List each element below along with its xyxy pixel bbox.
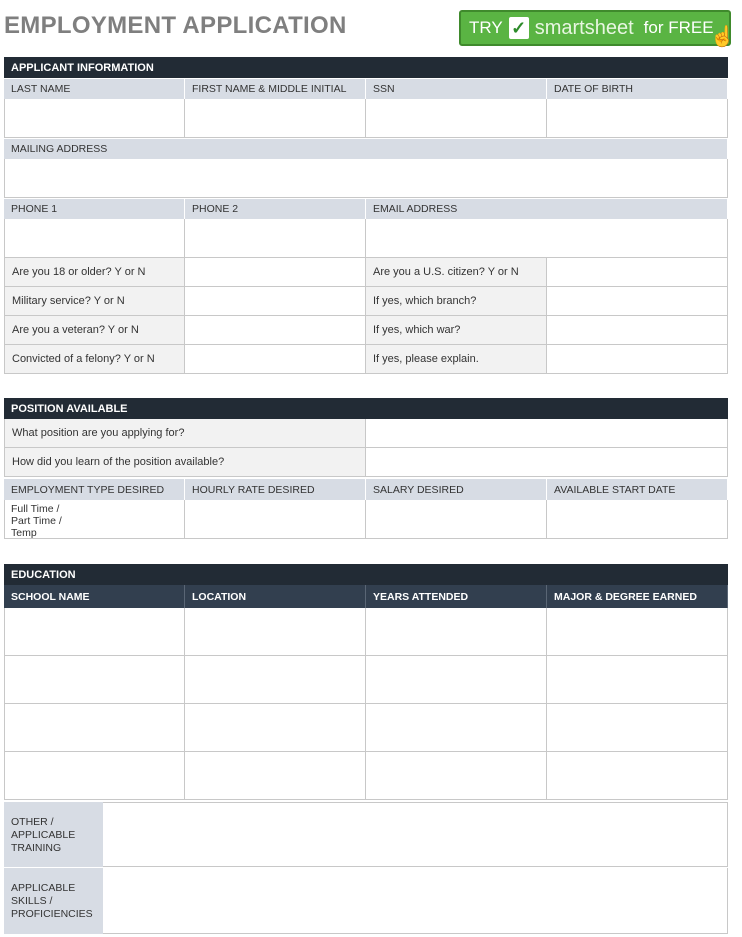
start-date-label: AVAILABLE START DATE — [547, 478, 728, 500]
email-label: EMAIL ADDRESS — [366, 198, 728, 219]
training-label-line1: OTHER / — [11, 816, 54, 828]
cta-brand-label: smartsheet — [534, 16, 634, 39]
try-smartsheet-button[interactable] — [459, 10, 735, 48]
employment-type-field[interactable] — [4, 500, 185, 539]
first-name-field[interactable] — [185, 99, 366, 138]
degree-cell[interactable] — [547, 752, 728, 800]
years-cell[interactable] — [366, 704, 547, 752]
page-title: EMPLOYMENT APPLICATION — [4, 12, 347, 39]
citizen-answer-field[interactable] — [547, 258, 728, 287]
learn-answer-field[interactable] — [366, 448, 728, 477]
type-option-temp: Temp — [11, 527, 37, 539]
hourly-rate-field[interactable] — [185, 500, 366, 539]
last-name-field[interactable] — [4, 99, 185, 138]
location-header: LOCATION — [185, 585, 366, 608]
skills-label-line1: APPLICABLE — [11, 882, 76, 894]
school-name-cell[interactable] — [4, 704, 185, 752]
location-cell[interactable] — [185, 656, 366, 704]
check-icon: ✓ — [509, 17, 529, 39]
pointer-hand-icon: ☝ — [710, 26, 735, 48]
ssn-label: SSN — [366, 78, 547, 99]
salary-field[interactable] — [366, 500, 547, 539]
applicant-section-header: APPLICANT INFORMATION — [4, 57, 728, 78]
training-label-line3: TRAINING — [11, 842, 62, 854]
education-section-header: EDUCATION — [4, 564, 728, 585]
location-cell[interactable] — [185, 608, 366, 656]
email-field[interactable] — [366, 219, 728, 258]
phone2-field[interactable] — [185, 219, 366, 258]
training-label-line2: APPLICABLE — [11, 829, 76, 841]
position-answer-field[interactable] — [366, 419, 728, 448]
ssn-field[interactable] — [366, 99, 547, 138]
age-answer-field[interactable] — [185, 258, 366, 287]
phone2-label: PHONE 2 — [185, 198, 366, 219]
training-label — [4, 802, 103, 867]
school-name-header: SCHOOL NAME — [4, 585, 185, 608]
school-name-cell[interactable] — [4, 656, 185, 704]
military-answer-field[interactable] — [185, 287, 366, 316]
years-cell[interactable] — [366, 752, 547, 800]
school-name-cell[interactable] — [4, 752, 185, 800]
veteran-question: Are you a veteran? Y or N — [4, 316, 185, 345]
mailing-address-field[interactable] — [4, 159, 728, 198]
learn-question: How did you learn of the position available? — [4, 448, 366, 477]
dob-label: DATE OF BIRTH — [547, 78, 728, 99]
cta-try-label: TRY — [469, 18, 503, 37]
position-question: What position are you applying for? — [4, 419, 366, 448]
explain-question: If yes, please explain. — [366, 345, 547, 374]
employment-type-label: EMPLOYMENT TYPE DESIRED — [4, 478, 185, 500]
citizen-question: Are you a U.S. citizen? Y or N — [366, 258, 547, 287]
skills-label — [4, 868, 103, 934]
location-cell[interactable] — [185, 752, 366, 800]
age-question: Are you 18 or older? Y or N — [4, 258, 185, 287]
training-field[interactable] — [103, 802, 728, 867]
salary-label: SALARY DESIRED — [366, 478, 547, 500]
type-option-parttime: Part Time / — [11, 515, 62, 527]
mailing-address-label: MAILING ADDRESS — [4, 138, 728, 159]
war-answer-field[interactable] — [547, 316, 728, 345]
degree-cell[interactable] — [547, 656, 728, 704]
skills-label-line3: PROFICIENCIES — [11, 908, 93, 920]
last-name-label: LAST NAME — [4, 78, 185, 99]
years-cell[interactable] — [366, 608, 547, 656]
type-option-fulltime: Full Time / — [11, 503, 60, 515]
skills-field[interactable] — [103, 868, 728, 934]
war-question: If yes, which war? — [366, 316, 547, 345]
veteran-answer-field[interactable] — [185, 316, 366, 345]
branch-answer-field[interactable] — [547, 287, 728, 316]
dob-field[interactable] — [547, 99, 728, 138]
phone1-label: PHONE 1 — [4, 198, 185, 219]
degree-cell[interactable] — [547, 608, 728, 656]
explain-answer-field[interactable] — [547, 345, 728, 374]
military-question: Military service? Y or N — [4, 287, 185, 316]
location-cell[interactable] — [185, 704, 366, 752]
years-attended-header: YEARS ATTENDED — [366, 585, 547, 608]
school-name-cell[interactable] — [4, 608, 185, 656]
phone1-field[interactable] — [4, 219, 185, 258]
cta-free-label: for FREE — [643, 18, 714, 37]
felony-answer-field[interactable] — [185, 345, 366, 374]
start-date-field[interactable] — [547, 500, 728, 539]
hourly-rate-label: HOURLY RATE DESIRED — [185, 478, 366, 500]
first-name-label: FIRST NAME & MIDDLE INITIAL — [185, 78, 366, 99]
felony-question: Convicted of a felony? Y or N — [4, 345, 185, 374]
years-cell[interactable] — [366, 656, 547, 704]
position-section-header: POSITION AVAILABLE — [4, 398, 728, 419]
branch-question: If yes, which branch? — [366, 287, 547, 316]
degree-cell[interactable] — [547, 704, 728, 752]
major-degree-header: MAJOR & DEGREE EARNED — [547, 585, 728, 608]
skills-label-line2: SKILLS / — [11, 895, 53, 907]
